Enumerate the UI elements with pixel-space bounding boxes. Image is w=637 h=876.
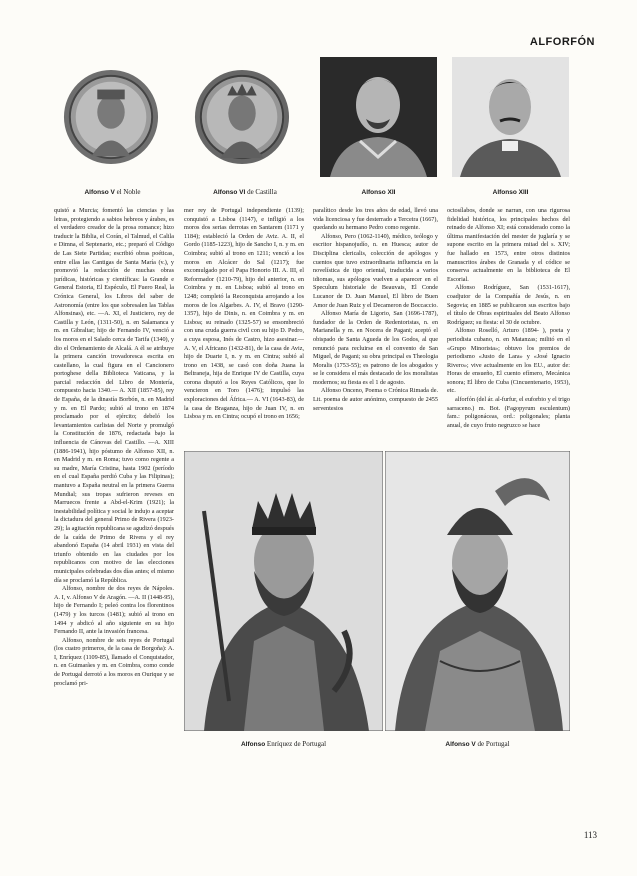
paragraph: Alfonso María de Ligorio, San (1696-1787), fundador de la Orden de Redentoristas, n. en Marianella y m. en Nocera de Pagani; aceptó el obispado de Santa Agueda de los Godos, al que renunció para recluirse en el convento de San Miguel, de Pagani; su obra principal es Theologia Moralis (1753-55); es patrono de los abogados y se le considera el más destacado de los moralistas modernos; su fiesta es el 1 de agosto. (313, 310, 438, 386)
caption-name: Alfonso V (84, 189, 115, 196)
caption-rest: el Noble (116, 188, 141, 196)
caption-rest: de Portugal (477, 740, 510, 748)
alfonso-v-noble-coin-portrait (62, 68, 160, 166)
paragraph: quistó a Murcia; fomentó las ciencias y las letras, protegiendo a sabios hebreos y árabes, es el verdadero creador de la prosa romance; hizo traducir la Biblia, el Corán, el Talmud, el Calila e Dimna, el Septenario, etc.; preparó el Código de Las Siete Partidas; escribió obras poéticas, entre ellas las Cantigas de Santa María (v.), y promovió la redacción de muchas obras jurídicas, históricas y científicas: la Grande e General Estoria, El Espéculo, El Fuero Real, la Crónica General, los Libros del saber de Astronomía (entre los que sobresalen las Tablas Alfonsinas), etc. —A. XI, el Justiciero, rey de Castilla y León, (1311-50), n. en Salamanca y m. en Gibraltar; hijo de Fernando IV, venció a los moros en el Salado cerca de Tarifa (1340), y dio el Ordenamiento de Alcalá. A él se atribuye la primera canción trovadoresca escrita en castellano, la cual figura en el Cancionero portoghese della Biblioteca Vaticana, y la parcial redacción del Libro de Montería, compuesto hacia 1340.— A. XII (1857-85), rey de España, de la dinastía Borbón, n. en Madrid y m. en El Pardo; subió al trono en 1874 proclamado por el ejército; debeló los levantamientos carlistas del Norte y promulgó la Constitución de 1876, redactada bajo la influencia de Cánovas del Castillo. —A. XIII (1886-1941), hijo póstumo de Alfonso XII, n. en Madrid y m. en Roma; tuvo como regente a su madre, María Cristina, hasta 1902 (período en el cual España perdió Cuba y las Filipinas); mantuvo a España neutral en la primera Guerra Mundial; sus tropas sufrieron reveses en Marruecos frente a Abd-el-Krim (1921); la inestabilidad política y social le indujo a aceptar la dictadura del general Primo de Rivera (1923-29); la agitación republicana se agudizó después de la caída de Primo de Rivera y el rey abandonó España (14 abril 1931) en vista del triunfo obtenido en las ciudades por los republicanos con motivo de las elecciones municipales celebradas dos días antes; el mismo día se proclamó la República. (54, 207, 174, 584)
caption-alfonso-xiii (452, 188, 569, 197)
caption-name: Alfonso XII (361, 189, 396, 196)
paragraph: paralítico desde los tres años de edad, llevó una vida licenciosa y fue desterrado a Terceira (1667), quedando su hermano Pedro como regente. (313, 207, 438, 232)
caption-alfonso-v-portugal (385, 740, 570, 749)
paragraph: Alfonso Roselló, Arturo (1894- ), poeta y periodista cubano, n. en Matanzas; militó en el «Grupo Minorista»; obtuvo los premios de periodismo «Justo de Lara» y «José Ignacio Rivero»; vive actualmente en los EU., autor de: Horas de ensueño, El cuento efímero, Mecánica sonora; El libro de Cuba (Cincuentenario, 1953), etc. (447, 327, 570, 395)
paragraph: Alfonso, Pero (1062-1140), médico, teólogo y escritor hispanojudío, n. en Huesca; autor de Disciplina clericalis, colección de apólogos y cuentos que tuvo extraordinaria influencia en la novelística de tipo oriental, traducida a varios idiomas, sus apólogos vuelven a aparecer en el Speculum historiale de Beauvais, El Conde Lucanor de D. Juan Manuel, El libro de Buen Amor de Juan Ruiz y el Decameron de Boccaccio. (313, 232, 438, 309)
caption-name: Alfonso VI (213, 189, 246, 196)
caption-alfonso-xii (320, 188, 437, 197)
caption-name: Alfonso (240, 741, 266, 748)
running-head: ALFORFÓN (529, 36, 595, 48)
text-column-3 (313, 207, 438, 445)
paragraph: Alfonso, nombre de dos reyes de Nápoles. A. I, v. Alfonso V de Aragón. —A. II (1448-95), hijo de Fernando I; peleó contra los florentinos (1479) y los turcos (1481); subió al trono en 1494 y abdicó al año siguiente en su hijo Fernando II, ante la invasión francesa. (54, 585, 174, 636)
page-number: 113 (583, 830, 597, 840)
caption-alfonso-enriquez (184, 740, 383, 749)
caption-name: Alfonso XIII (492, 189, 529, 196)
alfonso-vi-coin-portrait (193, 68, 291, 166)
caption-rest: Enríquez de Portugal (266, 740, 327, 748)
text-column-1 (54, 207, 174, 825)
caption-alfonso-v-noble (60, 188, 165, 197)
paragraph: Alfonso Rodríguez, San (1531-1617), coadjutor de la Compañía de Jesús, n. en Segovia; en 1885 se publicaron sus escritos bajo el título de Obras espirituales del Beato Alfonso Rodríguez; su fiesta: el 30 de octubre. (447, 284, 570, 326)
alfonso-v-portugal-engraving (385, 451, 570, 731)
text-column-2 (184, 207, 304, 445)
alfonso-enriquez-engraving (184, 451, 383, 731)
caption-rest: de Castilla (247, 188, 277, 196)
paragraph: Alfonso, nombre de seis reyes de Portugal (los cuatro primeros, de la casa de Borgoña): A. I, Enríquez (1109-85), llamado el Conquistador, n. en Guimarães y m. en Coimbra, como conde de Portugal derrotó a los moros en Ourique y se proclamó pri- (54, 636, 174, 687)
paragraph: alforfón (del ár. al-furfur, el euforbio y el trigo sarraceno.) m. Bot. (Fagopyrum esculentum) fam.: poligonáceas, ord.: poligonales; planta anual, de cuyo fruto negruzco se hace (447, 396, 570, 429)
paragraph: octosílabos, donde se narran, con una rigurosa fidelidad histórica, los principales hechos del reinado de Alfonso XI; está considerado como la última manifestación del mester de juglaría y se supone escrito en la primera mitad del s. XIV; fue hallado en 1573, entre otros distintos manuscritos árabes de Granada y el códice se conserva actualmente en la biblioteca de El Escorial. (447, 207, 570, 283)
caption-alfonso-vi (190, 188, 300, 197)
text-column-4 (447, 207, 570, 445)
alfonso-xii-photo-portrait (320, 57, 437, 177)
alfonso-xiii-photo-portrait (452, 57, 569, 177)
caption-name: Alfonso V (445, 741, 476, 748)
paragraph: Alfonso Onceno, Poema o Crónica Rimada de. Lit. poema de autor anónimo, compuesto de 2455 serventesios (313, 387, 438, 412)
paragraph: mer rey de Portugal independiente (1139); conquistó a Lisboa (1147), e infligió a los moros dos serias derrotas en Santarem (1171 y 1184); estableció la Orden de Aviz. A. II, el Gordo (1185-1223), hijo de Sancho I, n. y m. en Coimbra; subió al trono en 1211; venció a los moros en Alcácer do Sal (1217); fue excomulgado por el Papa Honorio III. A. III, el Reformador (1210-79), hijo del anterior, n. en Coimbra y m. en Lisboa; subió al trono en 1248; completó la Reconquista arrojando a los moros de los Algarbes. A. IV, el Bravo (1290-1357), hijo de Dinis, n. en Coimbra y m. en Lisboa; su reinado (1325-57) se ensombreció con una cruda guerra civil con su hijo D. Pedro, a cuya esposa, Inés de Castro, hizo asesinar.— A. V, el Africano (1432-81), de la casa de Aviz, hijo de Duarte I, n. y m. en Cintra; subió al trono en 1438, se casó con doña Juana la Beltraneja, hija de Enrique IV de Castilla, cuya corona disputó a los Reyes Católicos, que lo vencieron en Toro (1476); impulsó las exploraciones del África.— A. VI (1643-83), de la casa de Braganza, hijo de Juan IV, n. en Lisboa y m. en Cintra; ocupó el trono en 1656; (184, 207, 304, 421)
